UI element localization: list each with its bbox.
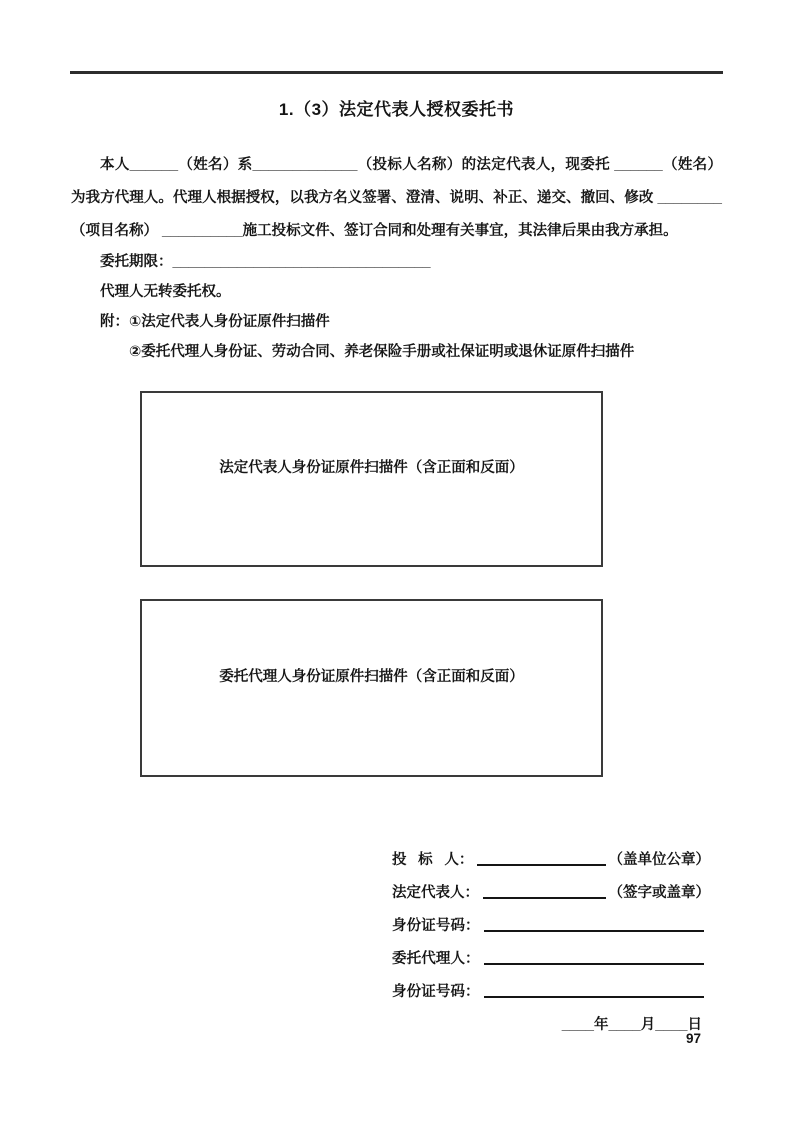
signature-blank-line — [484, 990, 704, 998]
id-scan-box-agent-label: 委托代理人身份证原件扫描件（含正面和反面） — [219, 668, 524, 685]
id-scan-box-agent — [140, 599, 603, 777]
signature-label: 身份证号码 — [392, 984, 465, 1000]
signature-row-agent-id — [392, 968, 710, 1001]
no-subdelegation-line: 代理人无转委托权。 — [100, 284, 231, 300]
signature-colon: ： — [464, 885, 479, 901]
signature-colon: ： — [465, 918, 480, 934]
header-rule-divider — [70, 71, 723, 74]
signature-blank-line — [483, 891, 606, 899]
signature-label: 法定代表人 — [392, 885, 465, 901]
signature-row-agent — [392, 935, 710, 968]
id-scan-box-legal-rep — [140, 391, 603, 567]
signature-colon: ： — [465, 951, 480, 967]
signature-seal-note: （签字或盖章） — [608, 885, 710, 901]
signature-label: 委托代理人 — [392, 951, 465, 967]
attachment-note-line1: 附：①法定代表人身份证原件扫描件 — [100, 314, 330, 330]
signature-seal-note: （盖单位公章） — [608, 852, 710, 868]
signature-block — [392, 836, 710, 1034]
signature-colon: ： — [465, 984, 480, 1000]
signature-row-legal-rep-id — [392, 902, 710, 935]
signature-label: 身份证号码 — [392, 918, 465, 934]
id-scan-box-legal-rep-label: 法定代表人身份证原件扫描件（含正面和反面） — [219, 459, 524, 476]
signature-row-bidder — [392, 836, 710, 869]
signature-blank-line — [477, 858, 605, 866]
entrust-term-line: 委托期限：________________________________ — [100, 254, 431, 270]
authorization-paragraph: 本人______（姓名）系_____________（投标人名称）的法定代表人，现委托 ______（姓名）为我方代理人。代理人根据授权，以我方名义签署、澄清、说明、补正、递交、撤回、修改 ________（项目名称） __________施工投标文件、签订合同和处理有关事宜，其法律后果由我方承担。 — [71, 157, 722, 239]
page-title: 1.（3）法定代表人授权委托书 — [278, 100, 515, 119]
signature-blank-line — [484, 924, 704, 932]
page-number: 97 — [686, 1031, 702, 1046]
attachment-note-line2: ②委托代理人身份证、劳动合同、养老保险手册或社保证明或退休证原件扫描件 — [129, 344, 635, 360]
date-line: ____年____月____日 — [561, 1017, 702, 1033]
signature-blank-line — [484, 957, 704, 965]
terms-block — [71, 247, 722, 367]
signature-row-legal-rep — [392, 869, 710, 902]
signature-colon: ： — [458, 852, 474, 868]
signature-label: 投标人 — [392, 852, 459, 868]
